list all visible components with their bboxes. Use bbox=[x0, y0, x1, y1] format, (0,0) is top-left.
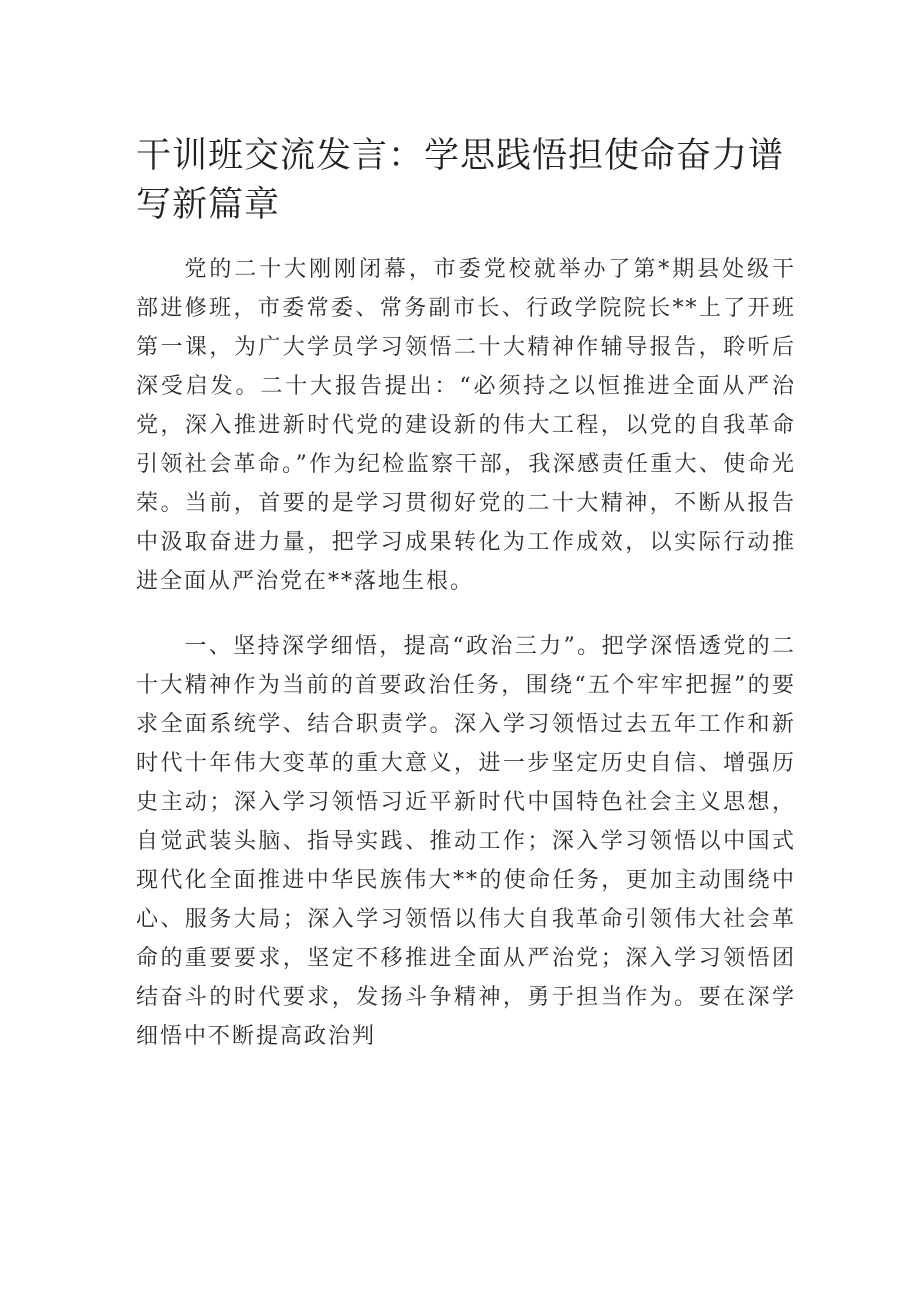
paragraph-intro: 党的二十大刚刚闭幕，市委党校就举办了第*期县处级干部进修班，市委常委、常务副市长、行政学院院长**上了开班第一课，为广大学员学习领悟二十大精神作辅导报告，聆听后深受启发。二十大报告提出：“必须持之以恒推进全面从严治党，深入推进新时代党的建设新的伟大工程，以党的自我革命引领社会革命。”作为纪检监察干部，我深感责任重大、使命光荣。当前，首要的是学习贯彻好党的二十大精神，不断从报告中汲取奋进力量，把学习成果转化为工作成效，以实际行动推进全面从严治党在**落地生根。 bbox=[136, 257, 796, 594]
document-body bbox=[136, 132, 796, 1056]
paragraph-section-one: 一、坚持深学细悟，提高“政治三力”。把学深悟透党的二十大精神作为当前的首要政治任务，围绕“五个牢牢把握”的要求全面系统学、结合职责学。深入学习领悟过去五年工作和新时代十年伟大变革的重大意义，进一步坚定历史自信、增强历史主动；深入学习领悟习近平新时代中国特色社会主义思想，自觉武装头脑、指导实践、推动工作；深入学习领悟以中国式现代化全面推进中华民族伟大**的使命任务，更加主动围绕中心、服务大局；深入学习领悟以伟大自我革命引领伟大社会革命的重要要求，坚定不移推进全面从严治党；深入学习领悟团结奋斗的时代要求，发扬斗争精神，勇于担当作为。要在深学细悟中不断提高政治判 bbox=[136, 634, 796, 1049]
document-title: 干训班交流发言：学思践悟担使命奋力谱写新篇章 bbox=[136, 136, 785, 225]
